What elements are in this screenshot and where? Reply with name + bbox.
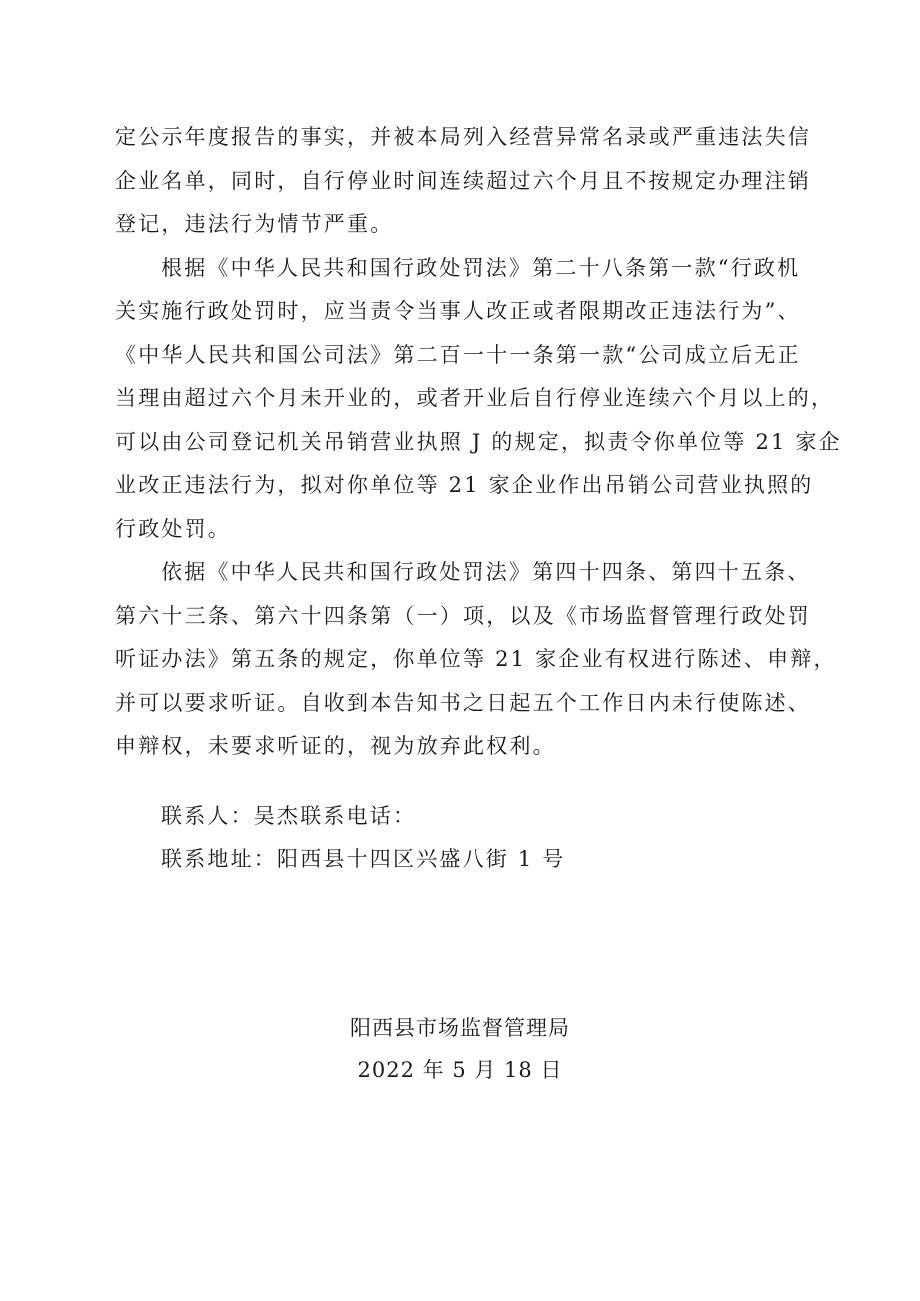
text-line: 业改正违法行为，拟对你单位等 21 家企业作出吊销公司营业执照的 xyxy=(115,473,814,497)
paragraph-legal-basis xyxy=(115,247,842,552)
text-line: 关实施行政处罚时，应当责令当事人改正或者限期改正违法行为”、 xyxy=(115,299,801,323)
text-line: 企业名单，同时，自行停业时间连续超过六个月且不按规定办理注销 xyxy=(115,168,811,193)
text-line: 《中华人民共和国公司法》第二百一十一条第一款“公司成立后无正 xyxy=(115,342,801,367)
text-line: 行政处罚。 xyxy=(115,516,231,541)
text-line: 定公示年度报告的事实，并被本局列入经营异常名录或严重违法失信 xyxy=(115,125,811,149)
text-line: 听证办法》第五条的规定，你单位等 21 家企业有权进行陈述、申辩， xyxy=(115,647,837,671)
text-line: 申辩权，未要求听证的，视为放弃此权利。 xyxy=(115,734,556,758)
contact-block xyxy=(115,795,827,882)
contact-address: 联系地址：阳西县十四区兴盛八街 1 号 xyxy=(161,847,566,871)
text-line: 依据《中华人民共和国行政处罚法》第四十四条、第四十五条、 xyxy=(161,560,811,584)
text-line: 根据《中华人民共和国行政处罚法》第二十八条第一款“行政机 xyxy=(161,255,801,280)
signature-organization: 阳西县市场监督管理局 xyxy=(350,1016,570,1040)
contact-person: 联系人：吴杰联系电话： xyxy=(161,803,417,828)
paragraph-hearing-rights xyxy=(115,551,837,769)
spacer xyxy=(115,769,827,795)
text-line: 当理由超过六个月未开业的，或者开业后自行停业连续六个月以上的， xyxy=(115,386,835,410)
document-body xyxy=(115,116,842,882)
text-line: 登记，违法行为情节严重。 xyxy=(115,212,394,236)
text-line: 第六十三条、第六十四条第（一）项，以及《市场监督管理行政处罚 xyxy=(115,603,811,628)
text-line: 并可以要求听证。自收到本告知书之日起五个工作日内未行使陈述、 xyxy=(115,690,811,715)
paragraph-facts xyxy=(115,116,827,247)
text-line: 可以由公司登记机关吊销营业执照 J 的规定，拟责令你单位等 21 家企 xyxy=(115,429,842,454)
signature-date: 2022 年 5 月 18 日 xyxy=(357,1058,563,1082)
